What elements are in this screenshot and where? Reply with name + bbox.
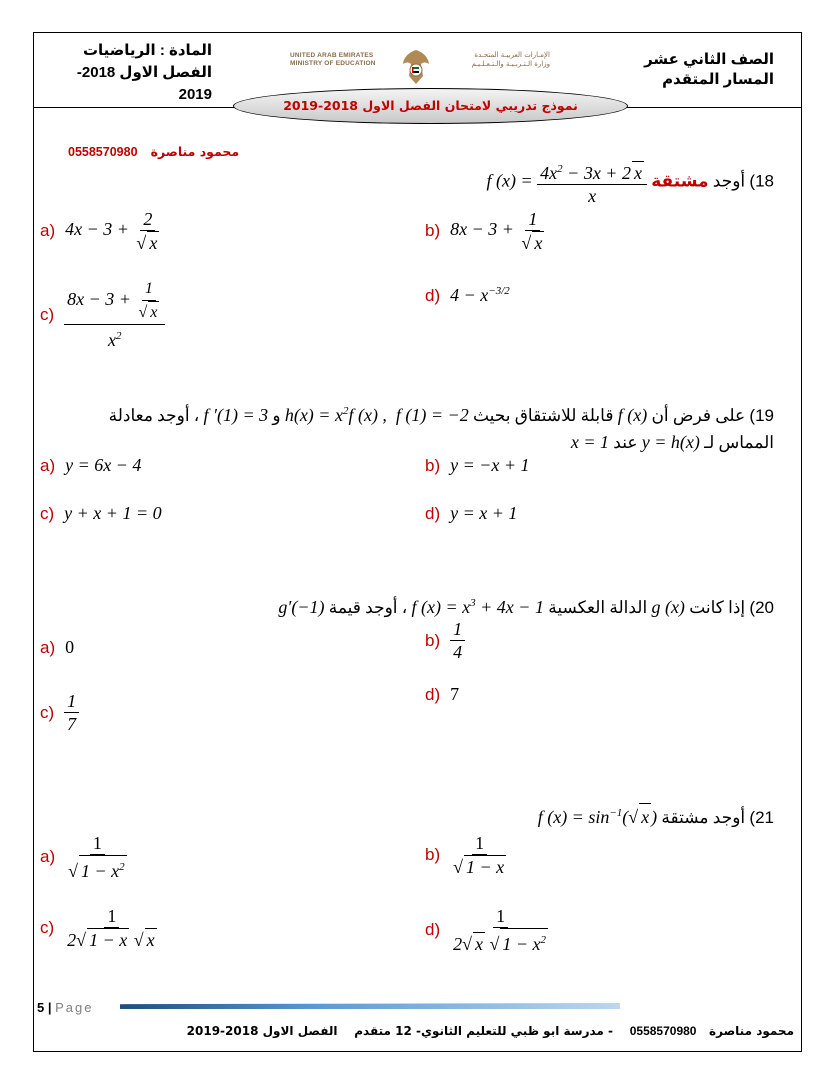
question-highlight: مشتقة [651,171,709,191]
subject-label: المادة : الرياضيات [82,42,212,59]
question-text: ، أوجد معادلة [108,406,200,425]
question-text: أوجد مشتقة [661,808,746,827]
option-d[interactable] [425,905,551,955]
question-number: 20) [749,598,774,617]
question-20: 20) إذا كانت g (x) الدالة العكسية f $(x) = x^3 + 4x - 1$ ، أوجد قيمة g′(−1) [278,597,774,617]
question-19: 19) على فرض أن f (x) قابلة للاشتقاق بحيث $h(x) = x^2f$ (x) , f (1) = −2 و f ′(1) = 3 ، أوجد معادلة المماس لـ y = h(x) عند x = 1 [108,405,774,452]
option-label: b) [425,221,441,240]
option-formula: 4x − 3 + $\frac{2}{√ x}$ [65,209,158,253]
option-d[interactable] [425,684,459,705]
question-text: ، أوجد قيمة [328,598,408,617]
track-label: المسار المتقدم [662,71,774,88]
page-number-value: 5 [37,1000,45,1015]
option-label: b) [425,630,441,650]
option-c[interactable] [40,503,162,524]
option-label: b) [425,455,441,475]
option-label: d) [425,684,441,704]
option-formula: $\frac{1}{√ 1 - x}$ [453,833,505,877]
option-formula: 8x − 3 + $\frac{1}{√ x}$ $x^2$ [64,278,165,351]
footer-school: - مدرسة ابو ظبي للتعليم الثانوي- 12 متقدم [354,1024,614,1038]
footer-text [187,1024,794,1038]
option-formula: $\frac{1}{7}$ [64,690,79,735]
emblem-icon [400,46,432,88]
option-formula: $4 - x^{-3/2}$ [450,285,510,305]
ministry-ar-line2: وزارة الـتـربـيـة والـتـعـلـيـم [471,60,550,68]
option-formula: $\frac{1}{√ 1 - x^2}$ [68,833,125,881]
question-text: أوجد [712,171,746,191]
option-formula: y = x + 1 [450,503,518,523]
question-number: 18) [749,171,774,191]
header-right [644,50,774,90]
ministry-en-line2: MINISTRY OF EDUCATION [290,60,376,67]
option-formula: 7 [450,684,460,704]
author-phone: 0558570980 [68,145,138,159]
grade-label: الصف الثاني عشر [644,51,774,68]
question-18 [487,158,774,207]
option-label: c) [40,503,55,523]
footer-author: محمود مناصرة [709,1024,794,1038]
option-formula: y = −x + 1 [450,455,530,475]
option-label: a) [40,221,56,240]
option-formula: 0 [65,637,75,657]
option-label: c) [40,304,55,324]
option-a[interactable] [40,637,74,658]
option-d[interactable] [425,285,510,306]
page-word: Page [55,1000,94,1015]
option-a[interactable] [40,208,162,254]
option-label: c) [40,918,55,937]
option-c[interactable] [40,690,79,735]
author-name: محمود مناصرة [150,144,240,159]
page-number: 5 | Page [37,1000,94,1015]
ministry-logo [290,46,550,92]
author-line [68,144,239,159]
question-formula: f (x) = $\frac{4x^2 - 3x + 2 x}{x}$ [487,158,647,207]
exam-banner: نموذج تدريبي لامتحان الفصل الاول 2018-2019 [233,88,628,124]
question-number: 19) [749,406,774,425]
option-label: b) [425,845,441,864]
question-text: الدالة العكسية [548,598,648,617]
question-text: عند [613,433,638,452]
option-label: a) [40,637,56,657]
option-formula: y = 6x − 4 [65,455,142,475]
ministry-ar-line1: الإمـارات العربيـة المتحـدة [474,51,550,59]
option-formula: $\frac{1}{4}$ [450,618,465,663]
option-b[interactable] [425,618,465,663]
term-label: الفصل الاول 2018-2019 [76,64,212,103]
question-text: على فرض أن [651,406,746,425]
question-text: المماس لـ [704,433,774,452]
option-b[interactable] [425,208,547,254]
option-c[interactable] [40,278,165,351]
option-label: c) [40,702,55,722]
option-a[interactable] [40,832,130,882]
option-c[interactable] [40,905,160,951]
option-label: d) [425,503,441,523]
option-label: a) [40,847,56,866]
option-b[interactable] [425,832,509,878]
option-label: d) [425,920,441,939]
header-left [52,40,212,106]
option-a[interactable] [40,455,141,476]
question-number: 21) [749,808,774,827]
option-b[interactable] [425,455,530,476]
question-21: 21) أوجد مشتقة f $(x) = \sin^{-1}(√$ x ) [538,800,774,831]
option-formula: $\frac{1}{2√ x √ 1 - x^2}$ [453,906,547,954]
question-text: قابلة للاشتقاق بحيث [472,406,614,425]
question-text: إذا كانت [689,598,746,617]
ministry-ar [471,51,550,69]
question-text: و [272,406,281,425]
ministry-en-line1: UNITED ARAB EMIRATES [290,52,374,59]
option-formula: y + x + 1 = 0 [64,503,162,523]
option-d[interactable] [425,503,517,524]
option-label: d) [425,285,441,305]
option-label: a) [40,455,56,475]
ministry-en [290,52,376,68]
footer-phone: 0558570980 [629,1024,697,1038]
footer-term: الفصل الاول 2018-2019 [186,1024,338,1038]
option-formula: $\frac{1}{2√ 1 - x √ x}$ [67,906,155,950]
option-formula: 8x − 3 + $\frac{1}{√ x}$ [450,209,543,253]
